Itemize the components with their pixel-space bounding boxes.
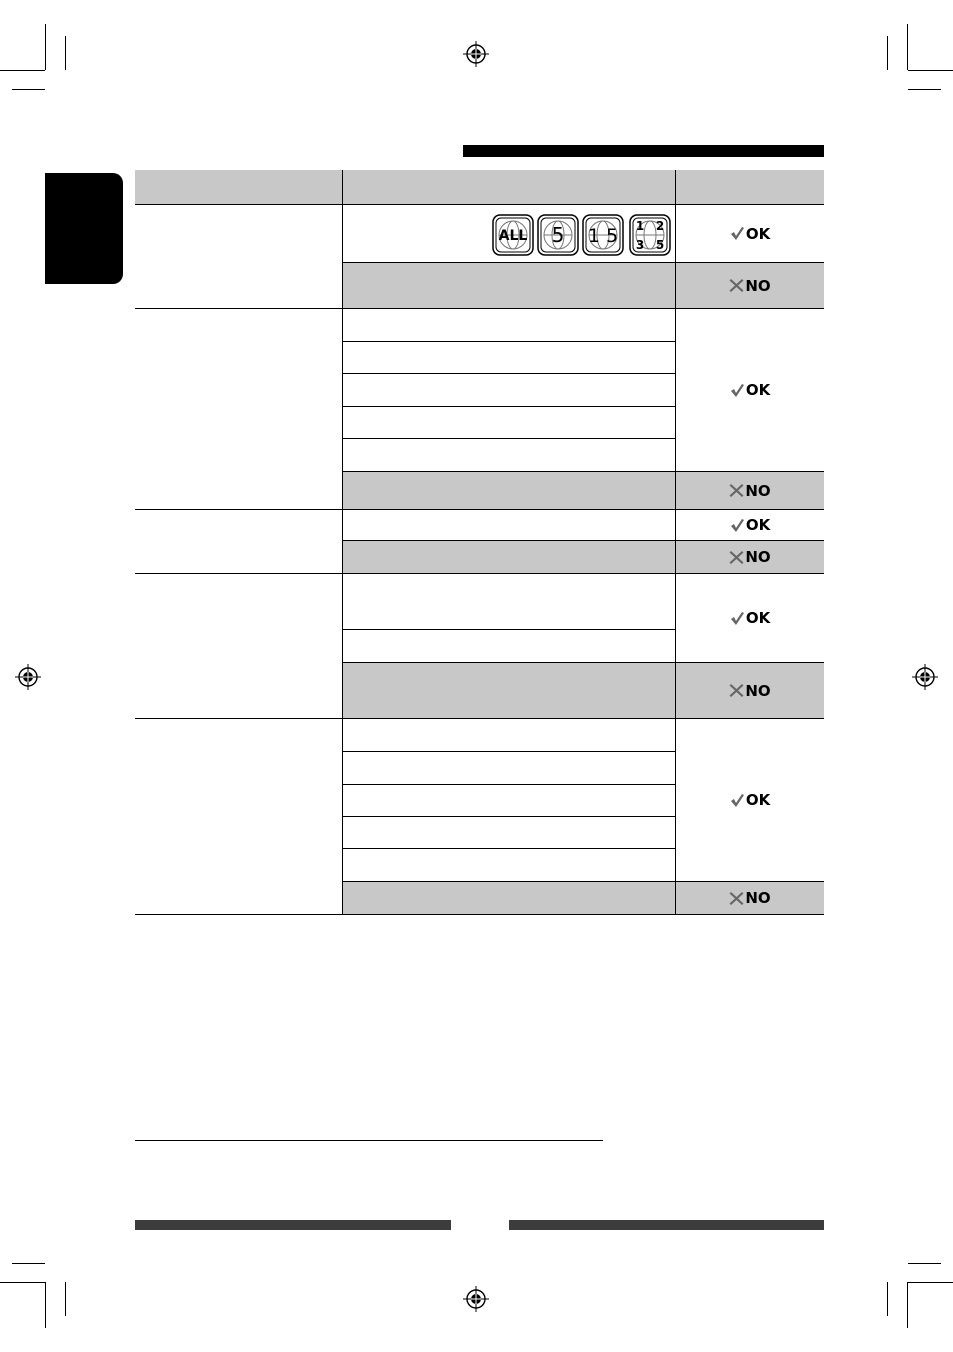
crop-mark [907, 24, 908, 70]
cross-icon [729, 483, 744, 498]
checkmark-icon [730, 226, 745, 241]
crop-mark [0, 70, 45, 71]
table-rule [343, 848, 675, 849]
compatibility-table [135, 170, 824, 915]
no-mark [676, 663, 824, 718]
registration-mark-icon [912, 664, 938, 690]
registration-mark-icon [463, 1286, 489, 1312]
crop-mark [12, 1263, 45, 1264]
ok-mark [676, 205, 824, 262]
ok-label: OK [745, 381, 771, 399]
crop-mark [908, 89, 941, 90]
table-rule [343, 629, 675, 630]
no-mark [676, 472, 824, 509]
region-5-icon [537, 214, 579, 256]
crop-mark [0, 1282, 45, 1283]
region-1235-icon [629, 214, 671, 256]
ok-mark [676, 309, 824, 471]
language-tab [45, 173, 123, 284]
no-label: NO [745, 889, 771, 907]
svg-text:3: 3 [635, 238, 645, 252]
crop-mark [908, 70, 953, 71]
crop-mark [45, 1282, 46, 1328]
region-all-icon [492, 214, 534, 256]
crop-mark [887, 36, 888, 70]
crop-mark [908, 1263, 941, 1264]
cross-icon [729, 278, 744, 293]
table-rule [343, 373, 675, 374]
crop-mark [907, 1282, 908, 1328]
table-rule [342, 170, 343, 915]
ok-label: OK [745, 791, 771, 809]
checkmark-icon [730, 518, 745, 533]
no-mark [676, 541, 824, 573]
table-rule [343, 406, 675, 407]
no-label: NO [745, 681, 771, 700]
no-label: NO [745, 481, 771, 500]
no-label: NO [745, 276, 771, 295]
crop-mark [45, 24, 46, 70]
crop-mark [65, 1282, 66, 1316]
svg-text:5: 5 [551, 223, 565, 247]
svg-text:2: 2 [655, 219, 665, 233]
crop-mark [908, 1282, 953, 1283]
footer-bar-left [135, 1220, 451, 1230]
registration-mark-icon [15, 664, 41, 690]
cross-icon [729, 891, 744, 906]
crop-mark [65, 36, 66, 70]
svg-text:5: 5 [655, 238, 665, 252]
svg-text:ALL: ALL [498, 228, 528, 244]
region-15-icon [582, 214, 624, 256]
table-rule [135, 914, 824, 915]
ok-mark [676, 719, 824, 881]
svg-text:1 5: 1 5 [587, 225, 619, 247]
table-header [135, 170, 824, 204]
table-rule [343, 438, 675, 439]
crop-mark [887, 1282, 888, 1316]
footer-bar-right [509, 1220, 824, 1230]
ok-label: OK [745, 609, 771, 627]
table-rule [343, 816, 675, 817]
ok-mark [676, 510, 824, 540]
table-rule [343, 341, 675, 342]
cross-icon [729, 550, 744, 565]
no-mark [676, 882, 824, 914]
cross-icon [729, 683, 744, 698]
section-title-bar [463, 145, 824, 157]
no-mark [676, 263, 824, 308]
table-rule [343, 751, 675, 752]
checkmark-icon [730, 383, 745, 398]
svg-text:1: 1 [635, 219, 645, 233]
table-rule [343, 784, 675, 785]
ok-label: OK [745, 224, 771, 243]
footnote-rule [135, 1140, 603, 1141]
ok-label: OK [745, 516, 771, 534]
crop-mark [12, 89, 45, 90]
checkmark-icon [730, 793, 745, 808]
ok-mark [676, 574, 824, 662]
checkmark-icon [730, 611, 745, 626]
registration-mark-icon [463, 41, 489, 67]
no-label: NO [745, 548, 771, 566]
